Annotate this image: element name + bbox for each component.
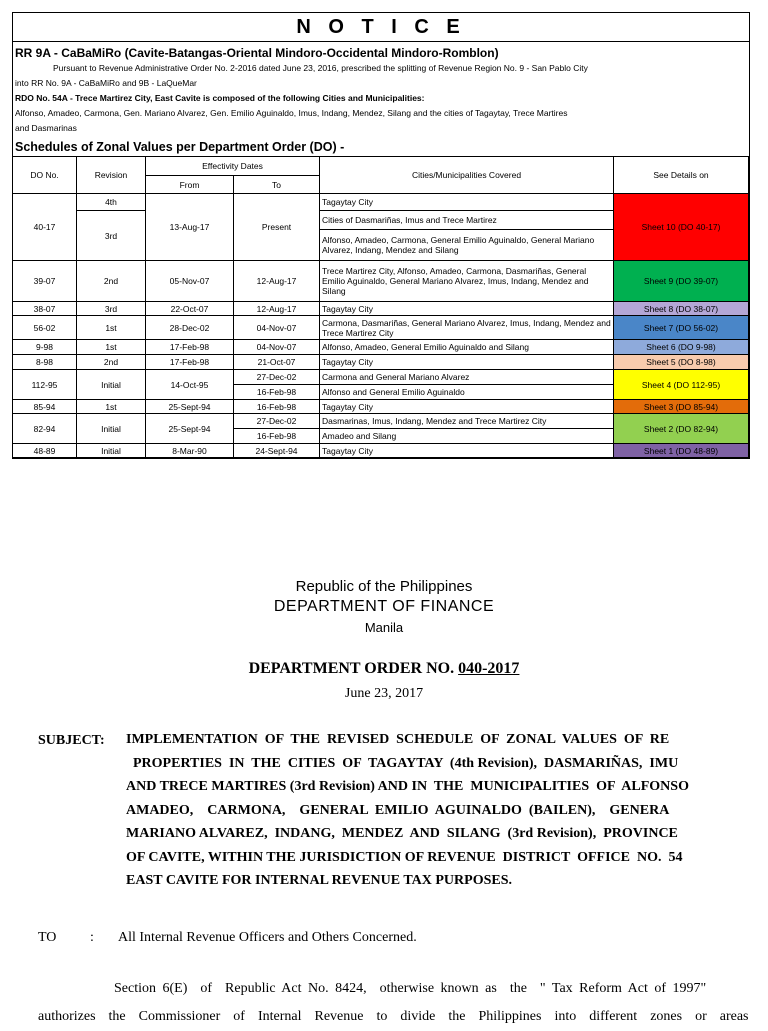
header-details: See Details on — [614, 157, 749, 194]
notice-sheet — [12, 12, 750, 459]
subject-label: SUBJECT: — [38, 733, 105, 748]
effective-to: 16-Feb-98 — [234, 429, 320, 444]
order-date: June 23, 2017 — [344, 686, 424, 701]
do-number: 38-07 — [13, 302, 77, 316]
subject-line: PROPERTIES IN THE CITIES OF TAGAYTAY (4th Revision), DASMARIÑAS, IMU — [126, 755, 679, 771]
sheet-link[interactable]: Sheet 10 (DO 40-17) — [614, 194, 749, 261]
subject-line: IMPLEMENTATION OF THE REVISED SCHEDULE OF ZONAL VALUES OF RE — [126, 733, 670, 747]
effective-from: 05-Nov-07 — [146, 261, 234, 302]
cities-covered: Alfonso and General Emilio Aguinaldo — [320, 385, 614, 400]
subject-text — [126, 733, 689, 893]
to-label: TO — [38, 930, 57, 945]
table-row — [13, 194, 749, 211]
notice-paragraph-line-1: Pursuant to Revenue Administrative Order No. 2-2016 dated June 23, 2016, prescribed the splitting of Revenue Region No. 9 - San Pablo City — [53, 63, 588, 73]
table-row — [13, 302, 749, 316]
effective-to: 24-Sept-94 — [234, 444, 320, 458]
department-heading: DEPARTMENT OF FINANCE — [273, 598, 495, 615]
cities-covered: Alfonso, Amadeo, Carmona, General Emilio Aguinaldo, General Mariano Alvarez, Indang, Mendez and Silang — [320, 230, 614, 261]
rdo-list-line-2: and Dasmarinas — [15, 123, 77, 133]
header-cities: Cities/Municipalities Covered — [320, 157, 614, 194]
revision: 3rd — [77, 211, 146, 261]
cities-covered: Alfonso, Amadeo, General Emilio Aguinaldo and Silang — [320, 340, 614, 355]
effective-from: 8-Mar-90 — [146, 444, 234, 458]
header-to: To — [234, 176, 320, 194]
effective-to: 12-Aug-17 — [234, 302, 320, 316]
do-number: 56-02 — [13, 316, 77, 340]
effective-to: 27-Dec-02 — [234, 370, 320, 385]
body-line-2: authorizes the Commissioner of Internal Revenue to divide the Philippines into different zones or areas — [38, 1009, 749, 1024]
notice-title: N O T I C E — [13, 13, 749, 42]
cities-covered: Dasmarinas, Imus, Indang, Mendez and Trece Martirez City — [320, 414, 614, 429]
sheet-link[interactable]: Sheet 8 (DO 38-07) — [614, 302, 749, 316]
do-number: 40-17 — [13, 194, 77, 261]
table-row — [13, 355, 749, 370]
sheet-link[interactable]: Sheet 6 (DO 9-98) — [614, 340, 749, 355]
effective-to: 21-Oct-07 — [234, 355, 320, 370]
revision: 1st — [77, 340, 146, 355]
do-number: 85-94 — [13, 400, 77, 414]
sheet-link[interactable]: Sheet 2 (DO 82-94) — [614, 414, 749, 444]
subject-line: MARIANO ALVAREZ, INDANG, MENDEZ AND SILANG (3rd Revision), PROVINCE — [126, 826, 678, 841]
revision: 1st — [77, 316, 146, 340]
sheet-link[interactable]: Sheet 4 (DO 112-95) — [614, 370, 749, 400]
effective-from: 25-Sept-94 — [146, 414, 234, 444]
revision: Initial — [77, 444, 146, 458]
do-number: 8-98 — [13, 355, 77, 370]
to-colon: : — [90, 930, 94, 945]
republic-heading: Republic of the Philippines — [295, 578, 473, 595]
header-effectivity: Effectivity Dates — [146, 157, 320, 176]
rdo-list-line-1: Alfonso, Amadeo, Carmona, Gen. Mariano Alvarez, Gen. Emilio Aguinaldo, Imus, Indang, Mendez, Silang and the cities of Tagaytay, Trece Martires — [15, 108, 568, 118]
cities-covered: Carmona and General Mariano Alvarez — [320, 370, 614, 385]
revision: 4th — [77, 194, 146, 211]
revision: Initial — [77, 370, 146, 400]
cities-covered: Amadeo and Silang — [320, 429, 614, 444]
sheet-link[interactable]: Sheet 5 (DO 8-98) — [614, 355, 749, 370]
city-heading: Manila — [364, 620, 404, 635]
subject-line: AND TRECE MARTIRES (3rd Revision) AND IN THE MUNICIPALITIES OF ALFONSO — [126, 779, 689, 794]
sheet-link[interactable]: Sheet 1 (DO 48-89) — [614, 444, 749, 458]
do-number: 48-89 — [13, 444, 77, 458]
effective-from: 22-Oct-07 — [146, 302, 234, 316]
effective-from: 14-Oct-95 — [146, 370, 234, 400]
header-do-no: DO No. — [13, 157, 77, 194]
revision: Initial — [77, 414, 146, 444]
to-value: All Internal Revenue Officers and Others Concerned. — [118, 930, 417, 945]
do-number: 9-98 — [13, 340, 77, 355]
effective-from: 28-Dec-02 — [146, 316, 234, 340]
effective-to: 04-Nov-07 — [234, 316, 320, 340]
table-row — [13, 414, 749, 429]
subject-line: AMADEO, CARMONA, GENERAL EMILIO AGUINALDO (BAILEN), GENERA — [126, 802, 670, 818]
table-row — [13, 444, 749, 458]
revision: 3rd — [77, 302, 146, 316]
revision: 2nd — [77, 355, 146, 370]
effective-to: 04-Nov-07 — [234, 340, 320, 355]
body-paragraph — [38, 975, 768, 1031]
cities-covered: Tagaytay City — [320, 355, 614, 370]
do-number: 39-07 — [13, 261, 77, 302]
effective-to: 16-Feb-98 — [234, 400, 320, 414]
subject-line: OF CAVITE, WITHIN THE JURISDICTION OF REVENUE DISTRICT OFFICE NO. 54 — [126, 849, 683, 865]
order-number: 040-2017 — [458, 660, 520, 677]
cities-covered: Tagaytay City — [320, 400, 614, 414]
effective-from: 25-Sept-94 — [146, 400, 234, 414]
header-revision: Revision — [77, 157, 146, 194]
effective-to: 16-Feb-98 — [234, 385, 320, 400]
table-row — [13, 400, 749, 414]
table-row — [13, 261, 749, 302]
cities-covered: Tagaytay City — [320, 302, 614, 316]
order-number-heading — [0, 660, 768, 678]
subject-block — [38, 733, 768, 893]
sheet-link[interactable]: Sheet 7 (DO 56-02) — [614, 316, 749, 340]
cities-covered: Carmona, Dasmariñas, General Mariano Alvarez, Imus, Indang, Mendez and Trece Martirez City — [320, 316, 614, 340]
cities-covered: Tagaytay City — [320, 194, 614, 211]
table-row — [13, 316, 749, 340]
effective-to: Present — [234, 194, 320, 261]
do-number: 82-94 — [13, 414, 77, 444]
cities-covered: Cities of Dasmariñas, Imus and Trece Martirez — [320, 211, 614, 230]
revision: 2nd — [77, 261, 146, 302]
schedule-heading: Schedules of Zonal Values per Department Order (DO) - — [15, 140, 345, 154]
effective-from: 13-Aug-17 — [146, 194, 234, 261]
cities-covered: Trece Martirez City, Alfonso, Amadeo, Carmona, Dasmariñas, General Emilio Aguinaldo, General Mariano Alvarez, Imus, Indang, Mendez and Silang — [320, 261, 614, 302]
sheet-link[interactable]: Sheet 9 (DO 39-07) — [614, 261, 749, 302]
zonal-values-table — [12, 156, 749, 458]
cities-covered: Tagaytay City — [320, 444, 614, 458]
header-from: From — [146, 176, 234, 194]
addressee-line — [38, 930, 417, 946]
effective-from: 17-Feb-98 — [146, 340, 234, 355]
table-row — [13, 340, 749, 355]
notice-paragraph-line-2: into RR No. 9A - CaBaMiRo and 9B - LaQueMar — [15, 78, 197, 88]
effective-from: 17-Feb-98 — [146, 355, 234, 370]
effective-to: 12-Aug-17 — [234, 261, 320, 302]
do-number: 112-95 — [13, 370, 77, 400]
body-line-1: Section 6(E) of Republic Act No. 8424, otherwise known as the " Tax Reform Act of 1997" — [114, 981, 707, 996]
sheet-link[interactable]: Sheet 3 (DO 85-94) — [614, 400, 749, 414]
order-prefix: DEPARTMENT ORDER NO. — [248, 660, 459, 677]
revenue-region-heading: RR 9A - CaBaMiRo (Cavite-Batangas-Oriental Mindoro-Occidental Mindoro-Romblon) — [15, 46, 499, 60]
table-row — [13, 370, 749, 385]
subject-line: EAST CAVITE FOR INTERNAL REVENUE TAX PURPOSES. — [126, 873, 512, 888]
rdo-heading: RDO No. 54A - Trece Martirez City, East Cavite is composed of the following Cities and Municipalities: — [15, 93, 425, 103]
effective-to: 27-Dec-02 — [234, 414, 320, 429]
revision: 1st — [77, 400, 146, 414]
